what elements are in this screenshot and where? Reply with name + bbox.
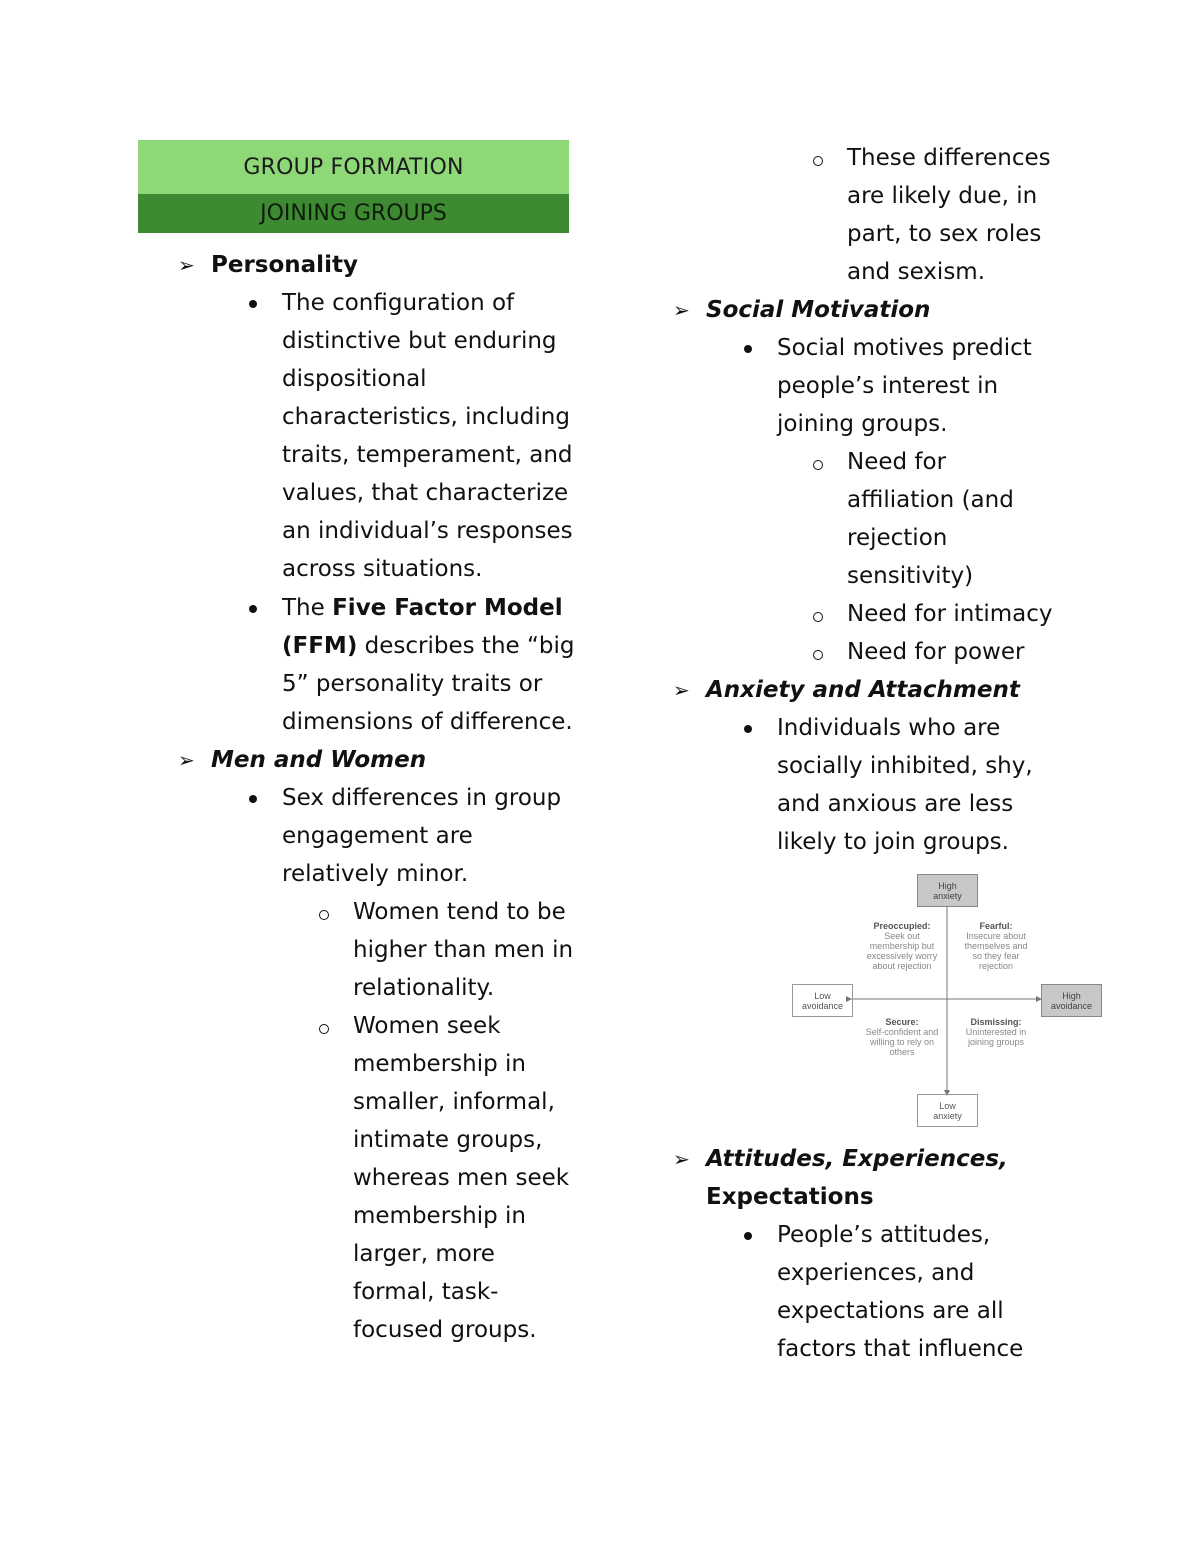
sub-bullet-icon <box>813 612 823 622</box>
ffm-line-2 <box>282 627 575 665</box>
sub-bullet-icon <box>319 1024 329 1034</box>
text-line: Need for power <box>847 639 1025 665</box>
text-line: characteristics, including <box>282 404 570 430</box>
text-line: an individual’s responses <box>282 518 573 544</box>
text-run: The <box>282 595 333 621</box>
diagram-label: anxiety <box>933 890 962 901</box>
attitudes-heading-2: Expectations <box>706 1184 874 1210</box>
arrow-bullet-icon: ➢ <box>673 1147 690 1171</box>
text-line: Individuals who are <box>777 715 1001 741</box>
quadrant-title: Secure: <box>885 1017 919 1027</box>
arrow-bullet-icon: ➢ <box>673 678 690 702</box>
text-line: larger, more <box>353 1241 495 1267</box>
attitudes-heading: Attitudes, Experiences, <box>706 1146 1008 1172</box>
text-line: dimensions of difference. <box>282 709 573 735</box>
text-line: Need for intimacy <box>847 601 1053 627</box>
text-line: Social motives predict <box>777 335 1032 361</box>
section-subtitle <box>138 194 569 233</box>
sub-bullet-icon <box>813 156 823 166</box>
quadrant-text: themselves and <box>964 941 1028 951</box>
text-line: whereas men seek <box>353 1165 570 1191</box>
text-line: focused groups. <box>353 1317 537 1343</box>
diagram-label: Low <box>814 990 831 1001</box>
dismissing-quadrant <box>956 1017 1036 1047</box>
arrow-bullet-icon: ➢ <box>673 298 690 322</box>
quadrant-text: rejection <box>978 961 1014 971</box>
fearful-quadrant <box>956 921 1036 971</box>
text-line: across situations. <box>282 556 483 582</box>
quadrant-text: Seek out <box>884 931 920 941</box>
text-line: expectations are all <box>777 1298 1004 1324</box>
bullet-dot-icon <box>249 795 257 803</box>
text-line: part, to sex roles <box>847 221 1042 247</box>
preoccupied-quadrant <box>862 921 942 971</box>
quadrant-text: Insecure about <box>966 931 1026 941</box>
diagram-label: Low <box>939 1100 956 1111</box>
high-avoidance-box <box>1041 984 1102 1017</box>
text-line: rejection <box>847 525 948 551</box>
text-line: membership in <box>353 1051 526 1077</box>
quadrant-title: Preoccupied: <box>873 921 931 931</box>
diagram-label: avoidance <box>801 1000 844 1011</box>
diagram-label: avoidance <box>1050 1000 1093 1011</box>
social-motivation-heading: Social Motivation <box>706 297 931 323</box>
text-line: likely to join groups. <box>777 829 1009 855</box>
bullet-dot-icon <box>249 605 257 613</box>
text-line: membership in <box>353 1203 526 1229</box>
quadrant-text: willing to rely on <box>869 1037 935 1047</box>
bullet-dot-icon <box>249 300 257 308</box>
text-line: engagement are <box>282 823 473 849</box>
quadrant-text: Self-confident and <box>865 1027 939 1037</box>
text-line: smaller, informal, <box>353 1089 555 1115</box>
text-line: people’s interest in <box>777 373 999 399</box>
sub-bullet-icon <box>319 910 329 920</box>
ffm-term: Five Factor Model <box>332 595 563 621</box>
diagram-label: High <box>938 880 957 891</box>
text-line: Women tend to be <box>353 899 566 925</box>
text-line: 5” personality traits or <box>282 671 543 697</box>
quadrant-title: Fearful: <box>979 921 1013 931</box>
text-line: values, that characterize <box>282 480 569 506</box>
text-line: and anxious are less <box>777 791 1014 817</box>
secure-quadrant <box>862 1017 942 1057</box>
text-line: These differences <box>847 145 1051 171</box>
text-line: and sexism. <box>847 259 986 285</box>
text-line: affiliation (and <box>847 487 1014 513</box>
text-line: relationality. <box>353 975 495 1001</box>
text-line: distinctive but enduring <box>282 328 557 354</box>
quadrant-text: excessively worry <box>866 951 938 961</box>
quadrant-text: membership but <box>869 941 935 951</box>
text-line: joining groups. <box>777 411 948 437</box>
text-line: experiences, and <box>777 1260 975 1286</box>
anxiety-attachment-heading: Anxiety and Attachment <box>706 677 1020 703</box>
high-anxiety-box <box>917 874 978 907</box>
low-anxiety-box <box>917 1094 978 1127</box>
sub-bullet-icon <box>813 650 823 660</box>
quadrant-text: about rejection <box>872 961 932 971</box>
text-line: sensitivity) <box>847 563 974 589</box>
arrow-bullet-icon: ➢ <box>178 253 195 277</box>
quadrant-text: joining groups <box>967 1037 1025 1047</box>
section-title <box>138 140 569 194</box>
text-line: People’s attitudes, <box>777 1222 991 1248</box>
text-line: Women seek <box>353 1013 501 1039</box>
text-line: higher than men in <box>353 937 574 963</box>
text-line: are likely due, in <box>847 183 1038 209</box>
ffm-line <box>282 589 563 627</box>
men-women-heading: Men and Women <box>211 747 427 773</box>
arrow-bullet-icon: ➢ <box>178 748 195 772</box>
diagram-label: High <box>1062 990 1081 1001</box>
text-line: dispositional <box>282 366 427 392</box>
diagram-label: anxiety <box>933 1110 962 1121</box>
text-run: describes the “big <box>357 633 575 659</box>
quadrant-text: Uninterested in <box>965 1027 1027 1037</box>
section-subtitle-text: JOINING GROUPS <box>260 201 447 226</box>
sub-bullet-icon <box>813 460 823 470</box>
quadrant-title: Dismissing: <box>970 1017 1022 1027</box>
personality-heading: Personality <box>211 252 358 278</box>
text-line: intimate groups, <box>353 1127 543 1153</box>
text-line: socially inhibited, shy, <box>777 753 1033 779</box>
section-title-text: GROUP FORMATION <box>243 154 464 180</box>
bullet-dot-icon <box>744 345 752 353</box>
text-line: factors that influence <box>777 1336 1024 1362</box>
text-line: formal, task- <box>353 1279 499 1305</box>
text-line: Need for <box>847 449 947 475</box>
text-line: relatively minor. <box>282 861 469 887</box>
ffm-abbrev: (FFM) <box>282 633 358 659</box>
text-line: traits, temperament, and <box>282 442 573 468</box>
bullet-dot-icon <box>744 1232 752 1240</box>
bullet-dot-icon <box>744 725 752 733</box>
text-line: The configuration of <box>282 290 515 316</box>
low-avoidance-box <box>792 984 853 1017</box>
quadrant-text: so they fear <box>972 951 1020 961</box>
attachment-diagram <box>790 872 1105 1130</box>
text-line: Sex differences in group <box>282 785 562 811</box>
quadrant-text: others <box>889 1047 915 1057</box>
